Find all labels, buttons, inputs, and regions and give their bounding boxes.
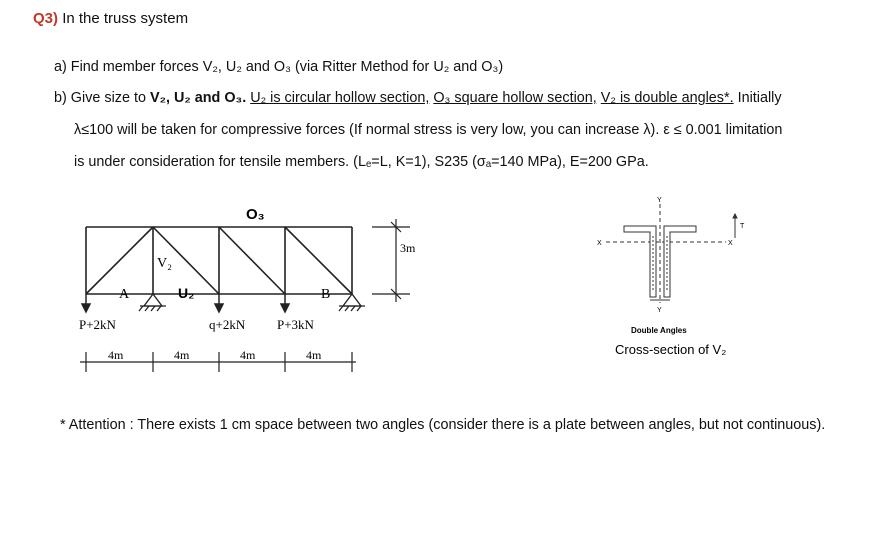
- part-a-label: a): [54, 59, 67, 75]
- axis-t: T: [740, 223, 745, 230]
- axis-x-right: X: [728, 240, 733, 247]
- part-b-line-2: λ≤100 will be taken for compressive forces (If normal stress is very low, you can increase λ). ε ≤ 0.001 limitation: [74, 122, 783, 138]
- part-b-suffix: Initially: [733, 90, 782, 106]
- label-o3: O₃: [246, 206, 265, 223]
- label-u2: U₂: [178, 285, 195, 301]
- attention-note: * Attention : There exists 1 cm space between two angles (consider there is a plate between angles, but not continuous).: [60, 417, 826, 433]
- load-arrow: [281, 304, 289, 312]
- right-angle: [664, 226, 696, 297]
- diagonal-member: [285, 227, 352, 294]
- label-v2: V₂: [157, 256, 172, 271]
- diagonal-member: [219, 227, 285, 294]
- span-label-2: 4m: [174, 348, 190, 362]
- part-b-members: V₂, U₂ and O₃.: [149, 90, 247, 106]
- question-number: Q3): [33, 10, 59, 27]
- double-angle-section: [606, 204, 737, 303]
- caption-double-angles: Double Angles: [631, 326, 687, 335]
- part-b-prefix: Give size to: [70, 90, 150, 106]
- part-b-v2-spec: V₂ is double angles*.: [600, 90, 734, 106]
- span-label-3: 4m: [240, 348, 256, 362]
- label-b: B: [321, 287, 331, 302]
- part-b-label: b): [54, 90, 67, 106]
- span-label-1: 4m: [108, 348, 124, 362]
- axis-y-bottom: Y: [657, 307, 662, 314]
- question-title: In the truss system: [62, 10, 189, 27]
- part-a-text: Find member forces V₂, U₂ and O₃ (via Ritter Method for U₂ and O₃): [70, 59, 504, 75]
- load-label-2: q+2kN: [209, 317, 246, 332]
- span-label-4: 4m: [306, 348, 322, 362]
- caption-cross-section: Cross-section of V₂: [615, 342, 727, 357]
- load-arrow: [215, 304, 223, 312]
- load-label-3: P+3kN: [277, 317, 314, 332]
- diagonal-member: [86, 227, 153, 294]
- part-b-line-3: is under consideration for tensile members. (Lₑ=L, K=1), S235 (σₐ=140 MPa), E=200 GPa.: [74, 154, 649, 170]
- part-b-o3-spec: O₃ square hollow section,: [433, 90, 597, 106]
- label-height: 3m: [400, 241, 416, 255]
- roller-support-b: [343, 294, 361, 306]
- axis-y-top: Y: [657, 197, 662, 204]
- left-angle: [624, 226, 656, 297]
- pin-support-a: [144, 294, 162, 306]
- part-b-u2-spec: U₂ is circular hollow section,: [250, 90, 430, 106]
- load-label-1: P+2kN: [79, 317, 116, 332]
- label-a: A: [119, 287, 130, 302]
- load-arrow: [82, 304, 90, 312]
- axis-x-left: X: [597, 240, 602, 247]
